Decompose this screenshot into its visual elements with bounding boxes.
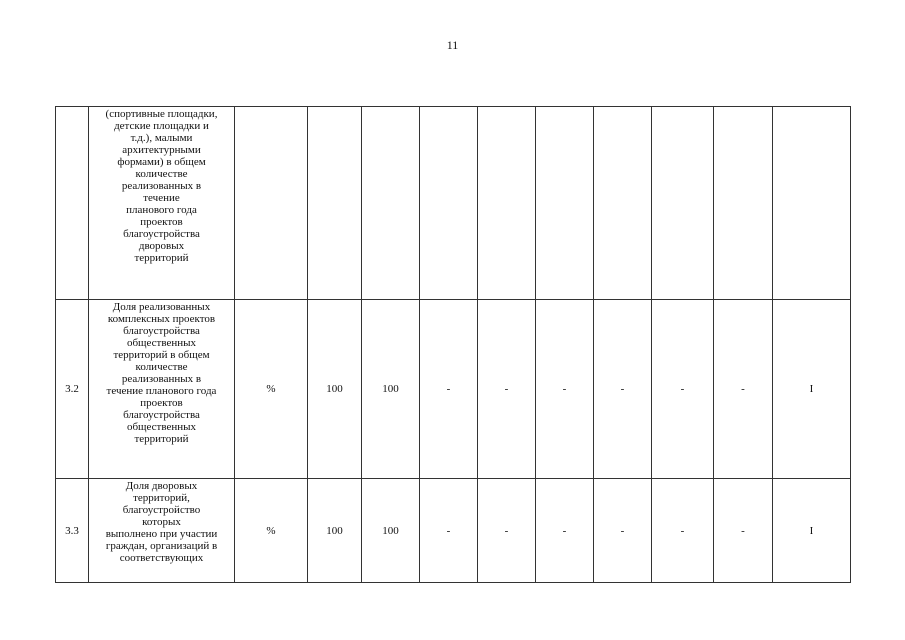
row-number-cell <box>56 107 89 300</box>
indicator-description-cell: (спортивные площадки, детские площадки и т.д.), малыми архитектурными формами) в общем количестве реализованных в течение планового года проектов благоустройства дворовых территорий <box>89 107 235 300</box>
indicators-table <box>55 106 851 583</box>
unit-cell <box>235 107 308 300</box>
value-cell: - <box>594 300 652 479</box>
value-cell <box>362 107 420 300</box>
value-cell: - <box>536 300 594 479</box>
table-row <box>56 300 851 479</box>
value-cell: - <box>478 479 536 583</box>
value-cell: - <box>714 479 773 583</box>
value-cell: - <box>652 479 714 583</box>
value-cell <box>773 107 851 300</box>
row-number-cell: 3.3 <box>56 479 89 583</box>
value-cell <box>308 107 362 300</box>
value-cell <box>714 107 773 300</box>
value-cell: 100 <box>308 479 362 583</box>
row-number-cell: 3.2 <box>56 300 89 479</box>
value-cell: - <box>420 479 478 583</box>
table-row <box>56 479 851 583</box>
value-cell: - <box>536 479 594 583</box>
indicator-description-cell: Доля дворовых территорий, благоустройство которых выполнено при участии граждан, организаций в соответствующих <box>89 479 235 583</box>
table-row <box>56 107 851 300</box>
value-cell <box>594 107 652 300</box>
page-number: 11 <box>446 38 459 52</box>
value-cell <box>536 107 594 300</box>
value-cell: - <box>594 479 652 583</box>
unit-cell: % <box>235 300 308 479</box>
unit-cell: % <box>235 479 308 583</box>
value-cell: - <box>420 300 478 479</box>
value-cell: 100 <box>362 479 420 583</box>
value-cell <box>420 107 478 300</box>
value-cell: I <box>773 300 851 479</box>
value-cell: I <box>773 479 851 583</box>
value-cell: - <box>652 300 714 479</box>
indicator-description-cell: Доля реализованных комплексных проектов благоустройства общественных территорий в общем количестве реализованных в течение планового года проектов благоустройства общественных территорий <box>89 300 235 479</box>
value-cell: 100 <box>308 300 362 479</box>
value-cell <box>652 107 714 300</box>
value-cell: - <box>714 300 773 479</box>
value-cell <box>478 107 536 300</box>
value-cell: 100 <box>362 300 420 479</box>
value-cell: - <box>478 300 536 479</box>
